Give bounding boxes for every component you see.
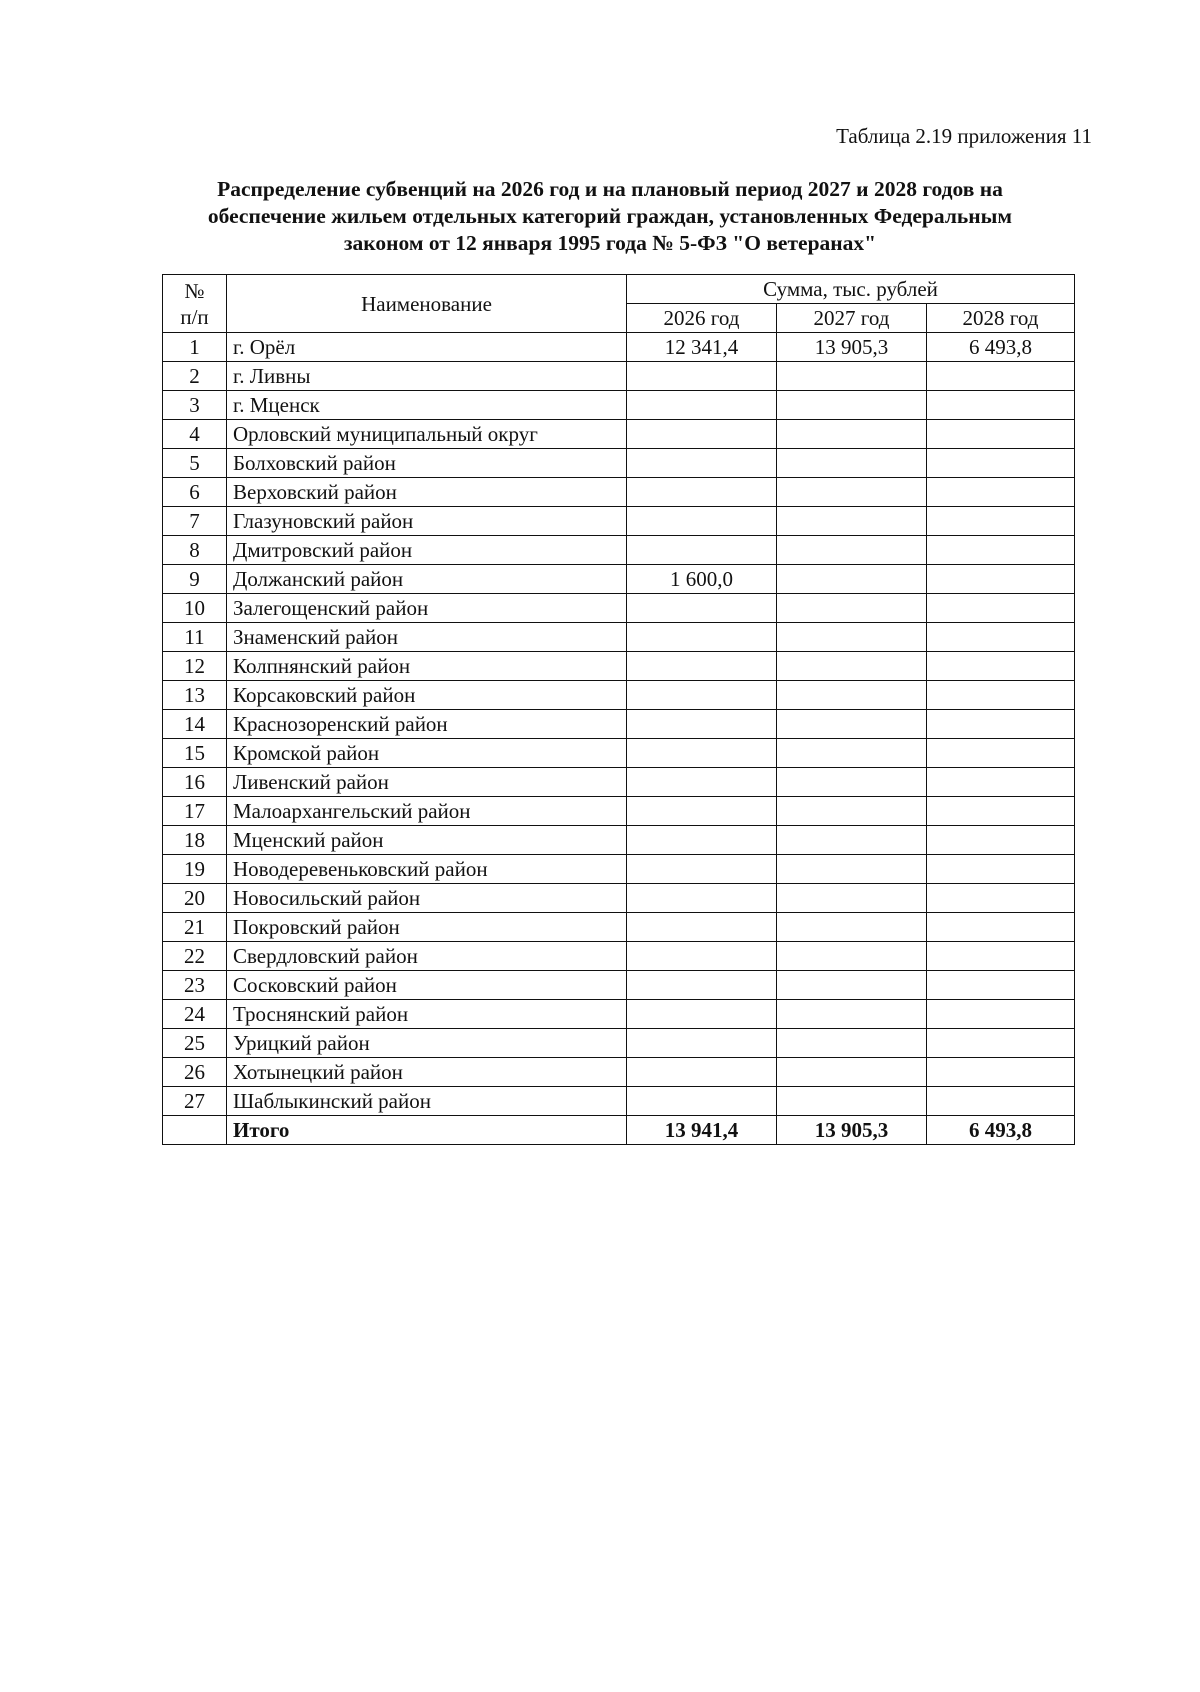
value-2028: [927, 507, 1075, 536]
table-row: [163, 478, 1075, 507]
row-num: 2: [163, 362, 227, 391]
value-2026: [627, 942, 777, 971]
value-2027: [777, 1000, 927, 1029]
value-2026: [627, 478, 777, 507]
value-2028: [927, 1087, 1075, 1116]
value-2027: [777, 971, 927, 1000]
table-row: [163, 1029, 1075, 1058]
header-name: Наименование: [227, 275, 627, 333]
value-2028: [927, 913, 1075, 942]
value-2026: [627, 884, 777, 913]
appendix-reference: Таблица 2.19 приложения 11: [836, 124, 1092, 148]
value-2027: [777, 420, 927, 449]
row-name: г. Мценск: [227, 391, 627, 420]
value-2028: [927, 768, 1075, 797]
table-row: [163, 333, 1075, 362]
value-2028: [927, 797, 1075, 826]
document-title: [150, 176, 1070, 257]
row-num: 4: [163, 420, 227, 449]
table-row: [163, 855, 1075, 884]
value-2028: [927, 623, 1075, 652]
row-num: 24: [163, 1000, 227, 1029]
row-num: 15: [163, 739, 227, 768]
value-2028: [927, 478, 1075, 507]
title-line-1: Распределение субвенций на 2026 год и на плановый период 2027 и 2028 годов на: [217, 177, 1003, 201]
row-name: Знаменский район: [227, 623, 627, 652]
table-row: [163, 913, 1075, 942]
table-row: [163, 652, 1075, 681]
header-num-line2: п/п: [180, 304, 209, 329]
header-num: [163, 275, 227, 333]
value-2027: [777, 681, 927, 710]
title-line-3: законом от 12 января 1995 года № 5-ФЗ "О ветеранах": [343, 231, 877, 255]
table-row: [163, 681, 1075, 710]
row-num: 3: [163, 391, 227, 420]
value-2027: [777, 884, 927, 913]
table-row: [163, 971, 1075, 1000]
row-num: 13: [163, 681, 227, 710]
value-2028: [927, 1058, 1075, 1087]
row-name: Корсаковский район: [227, 681, 627, 710]
value-2026: [627, 536, 777, 565]
value-2026: [627, 362, 777, 391]
value-2028: [927, 710, 1075, 739]
row-name: Дмитровский район: [227, 536, 627, 565]
row-name: Залегощенский район: [227, 594, 627, 623]
value-2028: [927, 739, 1075, 768]
value-2028: [927, 449, 1075, 478]
value-2028: [927, 1000, 1075, 1029]
header-num-line1: №: [184, 278, 205, 303]
row-name: Шаблыкинский район: [227, 1087, 627, 1116]
value-2027: [777, 391, 927, 420]
row-name: Сосковский район: [227, 971, 627, 1000]
table-row: [163, 594, 1075, 623]
value-2027: [777, 594, 927, 623]
value-2026: [627, 768, 777, 797]
row-num: 23: [163, 971, 227, 1000]
row-name: Троснянский район: [227, 1000, 627, 1029]
value-2027: [777, 565, 927, 594]
value-2026: [627, 826, 777, 855]
value-2027: [777, 855, 927, 884]
title-line-2: обеспечение жильем отдельных категорий граждан, установленных Федеральным: [207, 204, 1013, 228]
row-name: Новосильский район: [227, 884, 627, 913]
row-num: 14: [163, 710, 227, 739]
table-row: [163, 1058, 1075, 1087]
value-2028: [927, 565, 1075, 594]
total-value-2028: 6 493,8: [927, 1116, 1075, 1145]
row-num: 10: [163, 594, 227, 623]
row-name: Покровский район: [227, 913, 627, 942]
table-row: [163, 362, 1075, 391]
table-row: [163, 449, 1075, 478]
table-row: [163, 1000, 1075, 1029]
value-2028: [927, 855, 1075, 884]
table-row: [163, 826, 1075, 855]
table-row: [163, 420, 1075, 449]
value-2028: [927, 362, 1075, 391]
value-2028: [927, 391, 1075, 420]
table-row: [163, 507, 1075, 536]
value-2026: [627, 391, 777, 420]
value-2027: [777, 739, 927, 768]
value-2027: 13 905,3: [777, 333, 927, 362]
value-2027: [777, 768, 927, 797]
value-2026: [627, 1029, 777, 1058]
value-2026: [627, 913, 777, 942]
row-name: Верховский район: [227, 478, 627, 507]
row-num: 20: [163, 884, 227, 913]
total-row-name: Итого: [227, 1116, 627, 1145]
header-row-1: [163, 275, 1075, 304]
row-name: Свердловский район: [227, 942, 627, 971]
table-row: [163, 797, 1075, 826]
row-num: 27: [163, 1087, 227, 1116]
value-2028: [927, 536, 1075, 565]
value-2026: [627, 623, 777, 652]
value-2026: [627, 1000, 777, 1029]
value-2026: [627, 420, 777, 449]
table-row: [163, 391, 1075, 420]
value-2028: [927, 942, 1075, 971]
subsidy-table: [162, 274, 1075, 1145]
total-value-2026: 13 941,4: [627, 1116, 777, 1145]
value-2026: [627, 449, 777, 478]
row-name: Ливенский район: [227, 768, 627, 797]
value-2027: [777, 507, 927, 536]
table-row: [163, 942, 1075, 971]
value-2026: [627, 681, 777, 710]
table-row: [163, 623, 1075, 652]
row-name: Орловский муниципальный округ: [227, 420, 627, 449]
value-2026: [627, 855, 777, 884]
header-year-2027: 2027 год: [777, 304, 927, 333]
total-row: [163, 1116, 1075, 1145]
row-name: Мценский район: [227, 826, 627, 855]
row-num: 7: [163, 507, 227, 536]
row-name: г. Ливны: [227, 362, 627, 391]
row-num: 1: [163, 333, 227, 362]
value-2028: [927, 681, 1075, 710]
table-row: [163, 884, 1075, 913]
value-2027: [777, 942, 927, 971]
value-2027: [777, 362, 927, 391]
value-2026: [627, 507, 777, 536]
row-name: г. Орёл: [227, 333, 627, 362]
row-num: 19: [163, 855, 227, 884]
value-2027: [777, 710, 927, 739]
row-name: Хотынецкий район: [227, 1058, 627, 1087]
value-2028: [927, 826, 1075, 855]
row-num: 16: [163, 768, 227, 797]
header-year-2026: 2026 год: [627, 304, 777, 333]
value-2026: [627, 971, 777, 1000]
value-2028: [927, 420, 1075, 449]
row-num: 22: [163, 942, 227, 971]
row-num: 12: [163, 652, 227, 681]
table-row: [163, 1087, 1075, 1116]
row-name: Должанский район: [227, 565, 627, 594]
row-num: 6: [163, 478, 227, 507]
row-num: 21: [163, 913, 227, 942]
value-2027: [777, 478, 927, 507]
row-name: Кромской район: [227, 739, 627, 768]
row-num: 8: [163, 536, 227, 565]
value-2026: 12 341,4: [627, 333, 777, 362]
row-num: 17: [163, 797, 227, 826]
table-row: [163, 565, 1075, 594]
value-2028: [927, 971, 1075, 1000]
row-num: 18: [163, 826, 227, 855]
value-2026: [627, 797, 777, 826]
row-name: Новодеревеньковский район: [227, 855, 627, 884]
value-2027: [777, 826, 927, 855]
row-name: Болховский район: [227, 449, 627, 478]
table-row: [163, 768, 1075, 797]
value-2026: 1 600,0: [627, 565, 777, 594]
value-2027: [777, 536, 927, 565]
value-2027: [777, 913, 927, 942]
value-2027: [777, 623, 927, 652]
header-sum: Сумма, тыс. рублей: [627, 275, 1075, 304]
value-2027: [777, 1087, 927, 1116]
table-row: [163, 739, 1075, 768]
total-value-2027: 13 905,3: [777, 1116, 927, 1145]
value-2026: [627, 1058, 777, 1087]
value-2026: [627, 710, 777, 739]
row-name: Урицкий район: [227, 1029, 627, 1058]
value-2027: [777, 449, 927, 478]
value-2026: [627, 739, 777, 768]
row-name: Краснозоренский район: [227, 710, 627, 739]
value-2027: [777, 1029, 927, 1058]
value-2027: [777, 652, 927, 681]
table-row: [163, 536, 1075, 565]
value-2028: 6 493,8: [927, 333, 1075, 362]
header-year-2028: 2028 год: [927, 304, 1075, 333]
table-row: [163, 710, 1075, 739]
value-2026: [627, 652, 777, 681]
row-num: 11: [163, 623, 227, 652]
value-2028: [927, 1029, 1075, 1058]
table-body: [163, 333, 1075, 1145]
row-num: 9: [163, 565, 227, 594]
row-name: Малоархангельский район: [227, 797, 627, 826]
row-num: 25: [163, 1029, 227, 1058]
value-2028: [927, 594, 1075, 623]
row-name: Глазуновский район: [227, 507, 627, 536]
value-2028: [927, 652, 1075, 681]
value-2026: [627, 594, 777, 623]
value-2027: [777, 797, 927, 826]
value-2027: [777, 1058, 927, 1087]
row-num: 5: [163, 449, 227, 478]
row-name: Колпнянский район: [227, 652, 627, 681]
value-2028: [927, 884, 1075, 913]
value-2026: [627, 1087, 777, 1116]
total-row-num: [163, 1116, 227, 1145]
row-num: 26: [163, 1058, 227, 1087]
